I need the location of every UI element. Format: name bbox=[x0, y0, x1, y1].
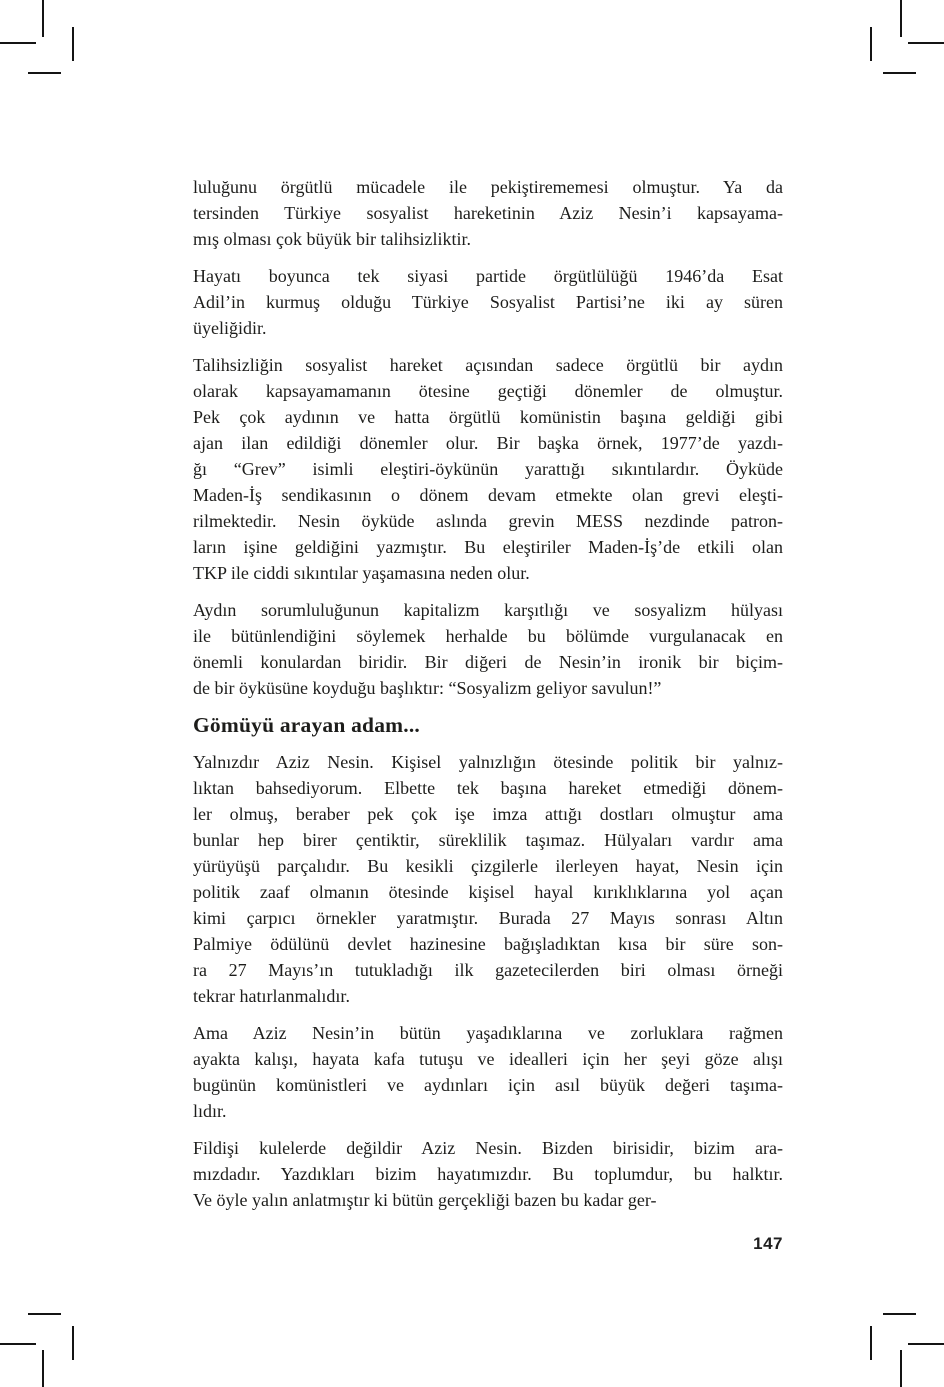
text-line: luluğunu örgütlü mücadele ile pekiştirememesi olmuştur. Ya da bbox=[193, 177, 783, 197]
text-line: Fildişi kulelerde değildir Aziz Nesin. Bizden birisidir, bizim ara- bbox=[193, 1138, 783, 1158]
text-line: ğı “Grev” isimli eleştiri-öykünün yarattığı sıkıntılardır. Öyküde bbox=[193, 459, 783, 479]
text-line: de bir öyküsüne koyduğu başlıktır: “Sosyalizm geliyor savulun!” bbox=[193, 678, 662, 698]
text-line: önemli konulardan biridir. Bir diğeri de Nesin’in ironik bir biçim- bbox=[193, 652, 783, 672]
section-heading: Gömüyü arayan adam... bbox=[193, 713, 420, 737]
crop-mark-line bbox=[72, 27, 74, 61]
crop-mark-line bbox=[883, 1313, 916, 1315]
crop-mark-line bbox=[908, 42, 944, 44]
paragraph bbox=[193, 263, 783, 341]
text-line: bunlar hep birer çentiktir, süreklilik taşımaz. Hülyaları vardır ama bbox=[193, 830, 783, 850]
text-line: Talihsizliğin sosyalist hareket açısından sadece örgütlü bir aydın bbox=[193, 355, 783, 375]
text-column bbox=[193, 174, 783, 1213]
text-line: Aydın sorumluluğunun kapitalizm karşıtlığı ve sosyalizm hülyası bbox=[193, 600, 783, 620]
text-line: bugünün komünistleri ve aydınları için asıl büyük değeri taşıma- bbox=[193, 1075, 783, 1095]
text-line: ile bütünlendiğini söylemek herhalde bu bölümde vurgulanacak en bbox=[193, 626, 783, 646]
paragraph bbox=[193, 174, 783, 252]
crop-mark-line bbox=[870, 1326, 872, 1360]
crop-mark-line bbox=[0, 1343, 36, 1345]
text-line: tekrar hatırlanmalıdır. bbox=[193, 986, 350, 1006]
text-line: kimi çarpıcı örnekler yaratmıştır. Burada 27 Mayıs sonrası Altın bbox=[193, 908, 783, 928]
text-line: Ama Aziz Nesin’in bütün yaşadıklarına ve zorluklara rağmen bbox=[193, 1023, 783, 1043]
text-line: Adil’in kurmuş olduğu Türkiye Sosyalist Partisi’ne iki ay süren bbox=[193, 292, 783, 312]
text-line: Yalnızdır Aziz Nesin. Kişisel yalnızlığın ötesinde politik bir yalnız- bbox=[193, 752, 783, 772]
text-line: politik zaaf olmanın ötesinde kişisel hayal kırıklıklarına yol açan bbox=[193, 882, 783, 902]
text-line: TKP ile ciddi sıkıntılar yaşamasına neden olur. bbox=[193, 563, 530, 583]
text-line: ra 27 Mayıs’ın tutukladığı ilk gazetecilerden biri olması örneği bbox=[193, 960, 783, 980]
text-line: Maden-İş sendikasının o dönem devam etmekte olan grevi eleşti- bbox=[193, 485, 783, 505]
text-line: lıdır. bbox=[193, 1101, 227, 1121]
text-line: Hayatı boyunca tek siyasi partide örgütlülüğü 1946’da Esat bbox=[193, 266, 783, 286]
text-line: üyeliğidir. bbox=[193, 318, 267, 338]
paragraph bbox=[193, 597, 783, 701]
crop-mark-line bbox=[28, 1313, 61, 1315]
text-line: ajan ilan edildiği dönemler olur. Bir başka örnek, 1977’de yazdı- bbox=[193, 433, 783, 453]
page-number: 147 bbox=[753, 1234, 783, 1253]
text-line: ayakta kalışı, hayata kafa tutuşu ve idealleri için her şeyi göze alışı bbox=[193, 1049, 783, 1069]
crop-mark-line bbox=[883, 72, 916, 74]
text-line: olarak kapsayamamanın ötesine geçtiği dönemler de olmuştur. bbox=[193, 381, 783, 401]
crop-mark-line bbox=[908, 1343, 944, 1345]
crop-mark-line bbox=[870, 27, 872, 61]
text-line: rilmektedir. Nesin öyküde aslında grevin MESS nezdinde patron- bbox=[193, 511, 783, 531]
text-line: mış olması çok büyük bir talihsizliktir. bbox=[193, 229, 471, 249]
crop-mark-line bbox=[28, 72, 61, 74]
text-line: lıktan bahsediyorum. Elbette tek başına hareket etmediği dönem- bbox=[193, 778, 783, 798]
crop-mark-line bbox=[0, 42, 36, 44]
crop-mark-line bbox=[72, 1326, 74, 1360]
crop-mark-line bbox=[900, 1350, 902, 1387]
paragraph bbox=[193, 352, 783, 586]
text-line: yürüyüşü parçalıdır. Bu kesikli çizgilerle ilerleyen hayat, Nesin için bbox=[193, 856, 783, 876]
text-line: Pek çok aydının ve hatta örgütlü komünistin başına geldiği gibi bbox=[193, 407, 783, 427]
text-line: Palmiye ödülünü devlet hazinesine bağışladıktan kısa bir süre son- bbox=[193, 934, 783, 954]
crop-mark-line bbox=[42, 1350, 44, 1387]
text-line: mızdadır. Yazdıkları bizim hayatımızdır. Bu toplumdur, bu halktır. bbox=[193, 1164, 783, 1184]
paragraph bbox=[193, 749, 783, 1009]
text-line: tersinden Türkiye sosyalist hareketinin Aziz Nesin’i kapsayama- bbox=[193, 203, 783, 223]
crop-mark-line bbox=[900, 0, 902, 37]
text-line: ler olmuş, beraber pek çok işe imza attığı dostları olmuştur ama bbox=[193, 804, 783, 824]
crop-mark-line bbox=[42, 0, 44, 37]
paragraph bbox=[193, 1020, 783, 1124]
text-line: Ve öyle yalın anlatmıştır ki bütün gerçekliği bazen bu kadar ger- bbox=[193, 1190, 657, 1210]
text-line: ların işine geldiğini yazmıştır. Bu eleştiriler Maden-İş’de etkili olan bbox=[193, 537, 783, 557]
paragraph bbox=[193, 1135, 783, 1213]
